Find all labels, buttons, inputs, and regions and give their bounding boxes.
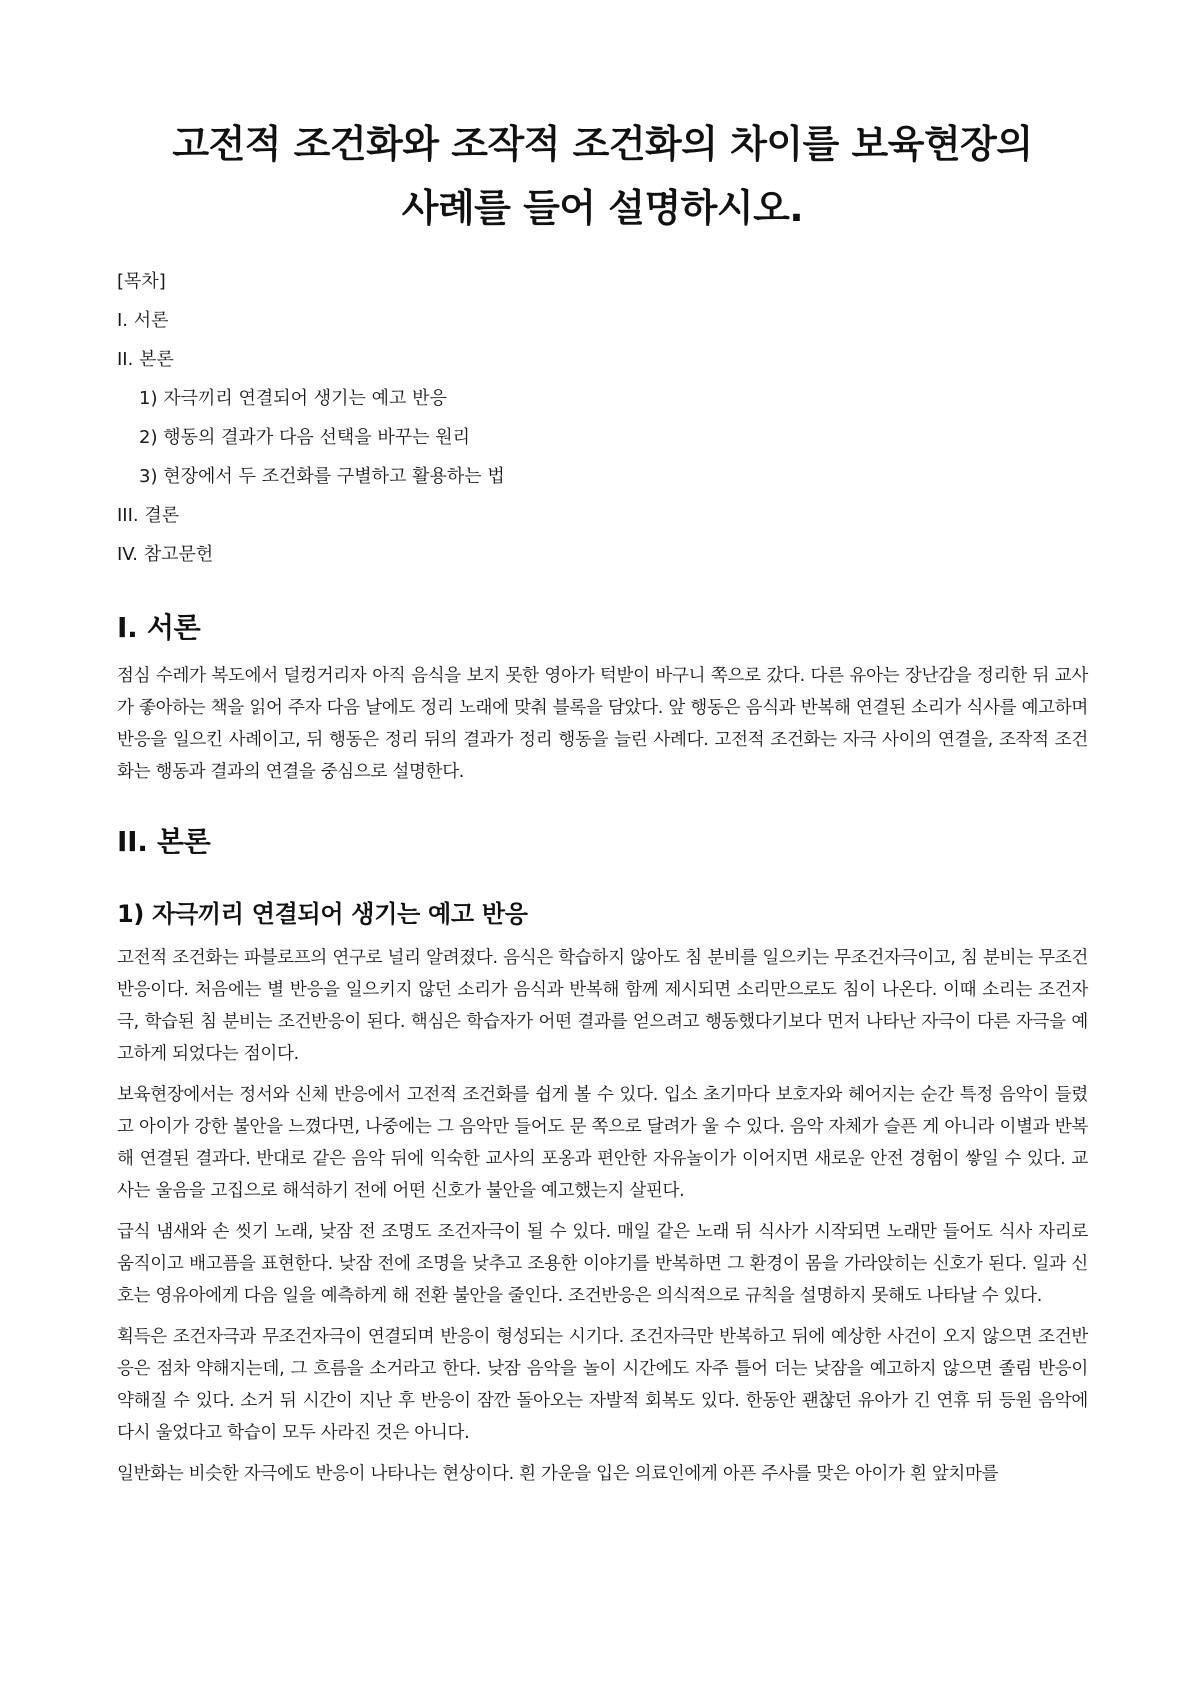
subsection-heading-1: 1) 자극끼리 연결되어 생기는 예고 반응: [117, 900, 528, 928]
toc-item-intro: I. 서론: [117, 310, 169, 331]
body-paragraph: 획득은 조건자극과 무조건자극이 연결되며 반응이 형성되는 시기다. 조건자극만 반복하고 뒤에 예상한 사건이 오지 않으면 조건반응은 점차 약해지는데, 그 흐름을 소거라고 한다. 낮잠 음악을 놀이 시간에도 자주 틀어 더는 낮잠을 예고하지 않으면 졸림 반응이 약해질 수 있다. 소거 뒤 시간이 지난 후 반응이 잠깐 돌아오는 자발적 회복도 있다. 한동안 괜찮던 유아가 긴 연휴 뒤 등원 음악에 다시 울었다고 학습이 모두 사라진 것은 아니다.: [117, 1327, 1088, 1443]
body-paragraph: 일반화는 비슷한 자극에도 반응이 나타나는 현상이다. 흰 가운을 입은 의료인에게 아픈 주사를 맞은 아이가 흰 앞치마를: [117, 1464, 999, 1484]
toc-item-body-1: 1) 자극끼리 연결되어 생기는 예고 반응: [139, 388, 447, 409]
toc-item-body: II. 본론: [117, 349, 174, 370]
intro-paragraph: 점심 수레가 복도에서 덜컹거리자 아직 음식을 보지 못한 영아가 턱받이 바구니 쪽으로 갔다. 다른 유아는 장난감을 정리한 뒤 교사가 좋아하는 책을 읽어 주자 다음 날에도 정리 노래에 맞춰 블록을 담았다. 앞 행동은 음식과 반복해 연결된 소리가 식사를 예고하며 반응을 일으킨 사례이고, 뒤 행동은 정리 뒤의 결과가 정리 행동을 늘린 사례다. 고전적 조건화는 자극 사이의 연결을, 조작적 조건화는 행동과 결과의 연결을 중심으로 설명한다.: [117, 666, 1088, 782]
toc-label: [목차]: [117, 271, 166, 292]
toc-item-references: IV. 참고문헌: [117, 544, 214, 565]
section-heading-intro: I. 서론: [117, 611, 201, 644]
toc-item-body-3: 3) 현장에서 두 조건화를 구별하고 활용하는 법: [139, 466, 505, 487]
toc-item-body-2: 2) 행동의 결과가 다음 선택을 바꾸는 원리: [139, 427, 471, 448]
table-of-contents: [117, 262, 1088, 574]
toc-item-conclusion: III. 결론: [117, 505, 180, 526]
body-paragraph: 고전적 조건화는 파블로프의 연구로 널리 알려졌다. 음식은 학습하지 않아도 침 분비를 일으키는 무조건자극이고, 침 분비는 무조건반응이다. 처음에는 별 반응을 일으키지 않던 소리가 음식과 반복해 함께 제시되면 소리만으로도 침이 나온다. 이때 소리는 조건자극, 학습된 침 분비는 조건반응이 된다. 핵심은 학습자가 어떤 결과를 얻으려고 행동했다기보다 먼저 나타난 자극이 다른 자극을 예고하게 되었다는 점이다.: [117, 948, 1088, 1064]
document-title: 고전적 조건화와 조작적 조건화의 차이를 보육현장의 사례를 들어 설명하시오.: [172, 122, 1033, 230]
section-heading-body: II. 본론: [117, 825, 211, 858]
body-paragraph: 급식 냄새와 손 씻기 노래, 낮잠 전 조명도 조건자극이 될 수 있다. 매일 같은 노래 뒤 식사가 시작되면 노래만 들어도 식사 자리로 움직이고 배고픔을 표현한다. 낮잠 전에 조명을 낮추고 조용한 이야기를 반복하면 그 환경이 몸을 가라앉히는 신호가 된다. 일과 신호는 영유아에게 다음 일을 예측하게 해 전환 불안을 줄인다. 조건반응은 의식적으로 규칙을 설명하지 못해도 나타날 수 있다.: [117, 1222, 1088, 1306]
body-paragraph: 보육현장에서는 정서와 신체 반응에서 고전적 조건화를 쉽게 볼 수 있다. 입소 초기마다 보호자와 헤어지는 순간 특정 음악이 들렸고 아이가 강한 불안을 느꼈다면, 나중에는 그 음악만 들어도 문 쪽으로 달려가 울 수 있다. 음악 자체가 슬픈 게 아니라 이별과 반복해 연결된 결과다. 반대로 같은 음악 뒤에 익숙한 교사의 포옹과 편안한 자유놀이가 이어지면 새로운 안전 경험이 쌓일 수 있다. 교사는 울음을 고집으로 해석하기 전에 어떤 신호가 불안을 예고했는지 살핀다.: [117, 1085, 1088, 1201]
